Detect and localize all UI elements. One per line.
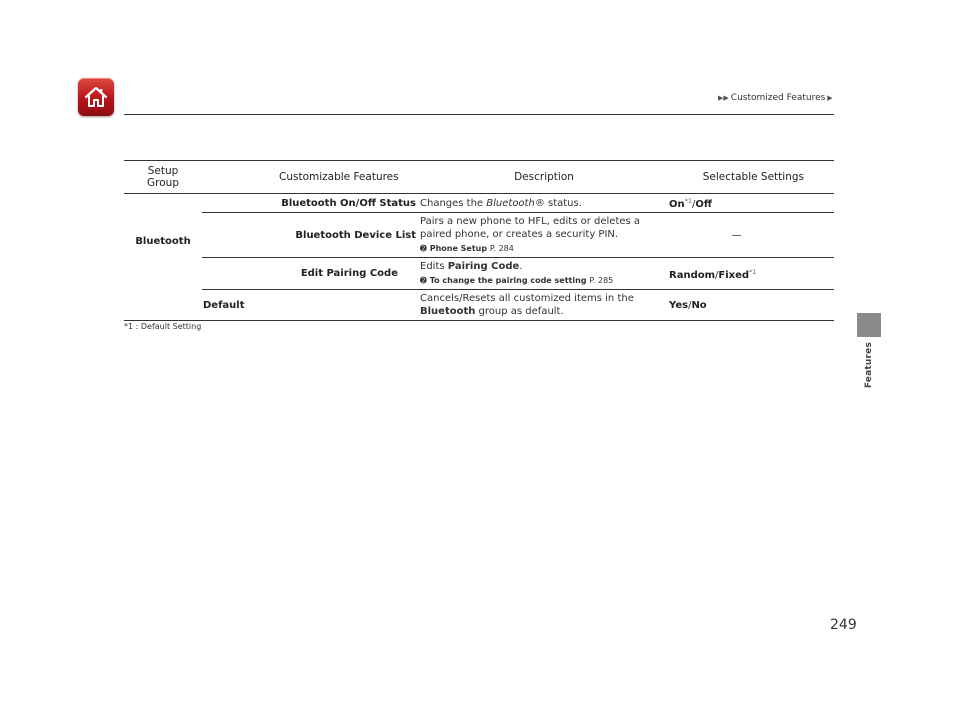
triangle-right-icon: ▶ (827, 94, 833, 102)
footnote: *1 : Default Setting (124, 322, 202, 331)
table-row (124, 213, 834, 258)
feature-default: Default (202, 290, 420, 321)
feature-bluetooth-device-list: Bluetooth Device List (202, 213, 420, 258)
customized-features-table (124, 160, 834, 321)
settings-bluetooth-status: On$^{*1}$/Off (668, 194, 834, 213)
header-description: Description (420, 161, 668, 194)
page-number: 249 (830, 617, 857, 633)
reference-arrow-icon: ➋ (420, 244, 427, 253)
reference-link[interactable]: ➋ Phone Setup P. 284 (420, 244, 514, 253)
header-customizable-features: Customizable Features (279, 161, 420, 194)
settings-default: Yes/No (668, 290, 834, 321)
triangle-right-icon: ▶▶ (718, 94, 729, 102)
header-setup-group: Setup Group (124, 161, 202, 194)
description-bluetooth-device-list: Pairs a new phone to HFL, edits or deletes a paired phone, or creates a security PIN. ➋ Phone Setup P. 284 (420, 213, 668, 258)
table-row (124, 194, 834, 213)
header-selectable-settings: Selectable Settings (668, 161, 834, 194)
table-row (124, 290, 834, 321)
section-tab-label: Features (864, 342, 874, 389)
feature-bluetooth-status: Bluetooth On/Off Status (202, 194, 420, 213)
table-row (124, 258, 834, 290)
group-bluetooth: Bluetooth (135, 236, 191, 248)
home-icon (83, 84, 109, 110)
header-spacer (202, 161, 279, 194)
home-button[interactable] (78, 78, 114, 116)
breadcrumb-link-customized-features[interactable]: Customized Features (730, 93, 826, 103)
section-tab-marker[interactable] (857, 313, 881, 337)
reference-link[interactable]: ➋ To change the pairing code setting P. 285 (420, 276, 614, 285)
reference-arrow-icon: ➋ (420, 276, 427, 285)
header-divider (124, 114, 834, 115)
settings-edit-pairing-code: Random/Fixed$^{*1}$ (668, 258, 834, 290)
description-bluetooth-status: Changes the Bluetooth® status. (420, 194, 668, 213)
description-default: Cancels/Resets all customized items in the Bluetooth group as default. (420, 290, 668, 321)
settings-bluetooth-device-list: — (668, 213, 834, 258)
feature-edit-pairing-code: Edit Pairing Code (202, 258, 420, 290)
breadcrumb (718, 93, 833, 103)
description-edit-pairing-code: Edits Pairing Code. ➋ To change the pairing code setting P. 285 (420, 258, 668, 290)
table-header-row (124, 161, 834, 194)
